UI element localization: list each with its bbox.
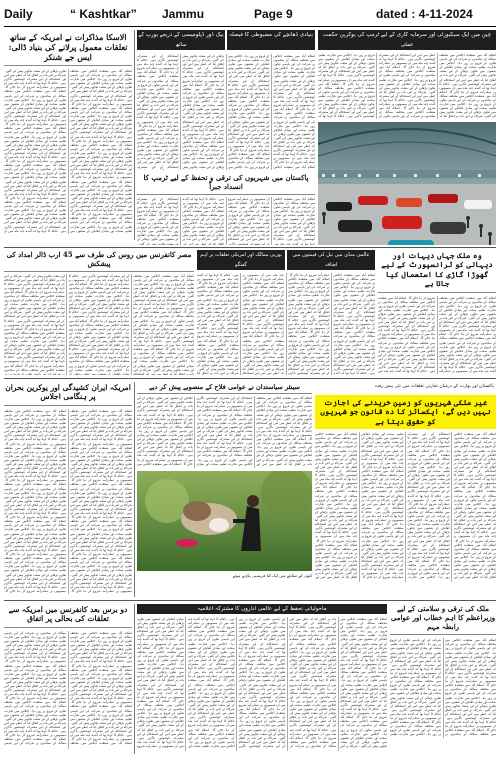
article-row3-right (315, 382, 496, 597)
column-divider (134, 604, 135, 754)
headline-top-bar-1: بیک ڈور ڈپلومیسی کے ذریعے یورپ کے ساتھ (138, 32, 224, 48)
headline-top-bar-2: بنیادی ڈھانچے کی مضبوطی کا فیصلہ (227, 30, 315, 50)
masthead-rule (4, 26, 496, 27)
article-right-mid (378, 250, 496, 375)
headline-bottom-right: ملک کی ترقی و سلامتی کے لیے وزیراعظم کا اہم خطاب اور عوامی رابطہ مہم (390, 604, 496, 635)
article-body: اسلام آباد میں منعقدہ اجلاس میں مختلف ممالک کے نمائندوں نے شرکت کی اور باہمی تعاون کے فروغ پر زور دیا۔ اجلاس میں تجارت، تعلیم، صحت اور بنیادی ڈھانچے کے شعبوں میں تعاون بڑھانے کے لیے متعدد تجاویز پیش کی گئیں۔ شرکاء نے اس بات پر اتفاق کیا کہ خطے میں امن اور استحکام کے لیے مشترکہ کوششیں ناگزیر ہیں۔ حکام کا کہنا تھا کہ آئندہ چند ماہ میں ان منصوبوں پر عملدرآمد شروع کر دیا جائے گا۔ اسلام آباد میں منعقدہ اجلاس میں مختلف ممالک کے نمائندوں نے شرکت کی اور باہمی تعاون کے فروغ پر زور دیا۔ اجلاس میں تجارت، تعلیم، صحت اور بنیادی ڈھانچے کے شعبوں میں تعاون بڑھانے کے لیے متعدد تجاویز پیش کی گئیں۔ شرکاء نے اس بات پر اتفاق کیا کہ خطے میں امن اور استحکام کے لیے مشترکہ کوششیں ناگزیر ہیں۔ حکام کا کہنا تھا کہ آئندہ چند ماہ میں ان منصوبوں پر عملدرآمد شروع کر دیا جائے گا۔ اسلام آباد میں منعقدہ اجلاس کے فروغ پر زور دیا۔ اجلاس میں تجارت، تعلیم، صحت اور بنیادی ڈھانچے کے شعبوں میں تعاون بڑھانے کے لیے متعدد تجاویز پیش کی گئیں۔ شرکاء نے اس بات پر اتفاق کیا کہ خطے میں امن اور استحکام کے لیے مشترکہ کوششیں ناگزیر ہیں۔ حکام کا کہنا تھا کہ آئندہ چند ماہ میں ان منصوبوں پر عملدرآمد شروع کر دیا جائے گا۔ اسلام آباد میں منعقدہ اجلاس میں مختلف ممالک کے نمائندوں نے شرکت کی اور باہمی تعاون کے فروغ پر زور دیا۔ اجلاس میں تجارت، تعلیم، صحت اور بنیادی ڈھانچے کے شعبوں میں تعاون بڑھانے کے لیے متعدد تجاویز پیش کی گئیں۔ شرکاء نے اس بات پر اتفاق کیا کہ خطے میں امن اور استحکام کے لیے مشترکہ کوششیں ناگزیر ہیں۔ حکام کا کہنا تھا کہ آئندہ چند ماہ میں ان منصوبوں پر عملدرآمد شروع کر دیا جائے گا۔ اسلام آباد میں منعقدہ اجلاس میں مختلف ممالک کے نمائندوں نے شرکت کی اور باہمی تعاون کے فروغ پر زور دیا۔ اجلاس میں بڑھانے کے لیے متعدد تجاویز پیش کی گئیں۔ شرکاء نے اس بات پر اتفاق کیا کہ خطے میں امن اور استحکام کے لیے مشترکہ کوششیں ناگزیر ہیں۔ حکام کا کہنا تھا کہ آئندہ چند ماہ میں ان منصوبوں پر عملدرآمد شروع کر دیا جائے گا۔ اسلام آباد میں منعقدہ اجلاس میں مختلف ممالک کے نمائندوں نے شرکت کی اور باہمی تعاون کے فروغ پر زور دیا۔ اجلاس میں تجارت، تعلیم، صحت اور بنیادی ڈھانچے کے شعبوں میں تعاون بڑھانے کے لیے متعدد تجاویز پیش کی گئیں۔ شرکاء نے اس بات پر اتفاق کیا کہ خطے میں امن اور استحکام کے لیے مشترکہ کوششیں ناگزیر ہیں۔ حکام کا کہنا تھا کہ آئندہ چند ماہ میں ان منصوبوں پر عملدرآمد شروع کر دیا جائے گا۔ اسلام آباد میں منعقدہ اجلاس میں مختلف ممالک کے نمائندوں نے شرکت کی اور باہمی تعاون کے فروغ پر زور دیا۔ اجلاس میں تجارت، تعلیم، صحت اور بنیادی ڈھانچے کے شعبوں میں تعاون بڑھانے کے لیے متعدد تجاویز پیش استحکام کے لیے مشترکہ کوششیں ناگزیر ہیں۔ حکام کا کہنا تھا کہ آئندہ چند ماہ میں ان منصوبوں پر عملدرآمد شروع کر دیا جائے گا۔ اسلام آباد میں منعقدہ اجلاس میں مختلف ممالک کے نمائندوں نے شرکت کی اور باہمی تعاون کے فروغ پر زور دیا۔ اجلاس میں تجارت، تعلیم، صحت اور بنیادی ڈھانچے کے شعبوں میں تعاون بڑھانے کے لیے متعدد تجاویز پیش کی گئیں۔ شرکاء نے اس بات پر اتفاق کیا کہ خطے میں امن اور استحکام کے لیے مشترکہ کوششیں ناگزیر ہیں۔ حکام کا کہنا تھا کہ آئندہ چند ماہ میں ان منصوبوں پر عملدرآمد شروع کر دیا جائے گا۔ اسلام آباد میں منعقدہ اجلاس میں مختلف ممالک کے نمائندوں نے شرکت کی اور باہمی تعاون کے فروغ پر زور دیا۔ اجلاس میں تجارت، تعلیم، صحت اور بنیادی ڈھانچے کے شعبوں میں تعاون بڑھانے کے لیے متعدد تجاویز پیش کی گئیں۔ شرکاء نے اس بات پر اتفاق کیا کہ خطے میں امن اور استحکام کے لیے مشترکہ (137, 54, 315, 169)
headline-top-right: چین میں ایک سیکیورٹی اور سرمایہ کاری کے لیے ٹرمپ کی یوکرین حکمت عملی (318, 30, 496, 50)
masthead-paper-name: “ Kashtkar” (70, 7, 137, 21)
article-bottom-left (4, 604, 132, 754)
article-body: اسلام آباد میں منعقدہ اجلاس میں مختلف ممالک کے نمائندوں نے شرکت کی اور باہمی تعاون کے فروغ پر زور دیا۔ اجلاس میں تجارت، تعلیم، صحت اور بنیادی ڈھانچے کے شعبوں میں تعاون بڑھانے کے لیے متعدد تجاویز پیش کی گئیں۔ شرکاء نے اس بات پر اتفاق کیا کہ خطے میں امن اور استحکام کے لیے مشترکہ کوششیں ناگزیر ہیں۔ حکام کا کہنا تھا کہ آئندہ چند ماہ میں ان منصوبوں پر عملدرآمد شروع کر دیا جائے گا۔ اسلام آباد میں منعقدہ اجلاس میں مختلف ممالک کے نمائندوں نے شرکت کی اور باہمی تعاون کے فروغ پر زور دیا۔ اجلاس میں تجارت، تعلیم، صحت اور بنیادی ڈھانچے کے شعبوں میں تعاون بڑھانے کے لیے متعدد تجاویز پیش کی گئیں۔ شرکاء نے اس بات پر اتفاق کیا کہ خطے میں امن اور استحکام کے لیے مشترکہ کوششیں ناگزیر ہیں۔ حکام کا کہنا تھا کہ آئندہ چند ماہ میں ان منصوبوں پر عملدرآمد شروع کر دیا جائے گا۔ اسلام آباد میں منعقدہ اجلاس میں مختلف ممالک کے نمائندوں نے شرکت کی اور باہمی تعاون کے فروغ پر زور دیا۔ اجلاس میں تجارت، تعلیم، صحت اور بنیادی ڈھانچے کے شعبوں میں تعاون بڑھانے کے لیے متعدد تجاویز پیش کی گئیں۔ شرکاء نے اس بات پر اتفاق کیا کہ خطے میں امن اور استحکام کے لیے مشترکہ کوششیں ناگزیر ہیں۔ حکام کا کہنا تھا کہ آئندہ چند ماہ میں ان منصوبوں پر عملدرآمد شروع کر دیا جائے گا۔ اسلام آباد میں منعقدہ اجلاس میں مختلف ممالک کے نمائندوں نے شرکت کی اور باہمی تعاون کے فروغ پر زور دیا۔ اجلاس میں تجارت، تعلیم، صحت اور بنیادی ڈھانچے کے شعبوں میں تعاون بڑھانے کے لیے متعدد تجاویز پیش کی گئیں۔ شرکاء نے اس بات پر اتفاق کیا کہ خطے میں امن اور استحکام کے لیے مشترکہ کوششیں ناگزیر ہیں۔ حکام کا کہنا تھا کہ آئندہ چند ماہ میں ان منصوبوں پر عملدرآمد شروع کر دیا جائے گا۔ اسلام آباد میں منعقدہ اجلاس میں مختلف ممالک کے نمائندوں نے شرکت کی اور باہمی تعاون کے فروغ پر زور دیا۔ اجلاس میں تجارت، تعلیم، صحت اور بنیادی ڈھانچے کے شعبوں میں تعاون بڑھانے کے لیے متعدد تجاویز پیش کی گئیں۔ شرکاء نے اس بات پر اتفاق کیا کہ خطے میں امن اور استحکام کے لیے مشترکہ کوششیں ناگزیر ہیں۔ حکام کا کہنا تھا کہ آئندہ چند ماہ میں ان منصوبوں پر عملدرآمد شروع کر دیا جائے گا۔ اسلام آباد میں منعقدہ اجلاس میں مختلف ممالک کے نمائندوں نے شرکت کی اور باہمی تعاون کے فروغ پر زور دیا۔ اجلاس میں تجارت، تعلیم، صحت اور بنیادی ڈھانچے کے شعبوں میں تعاون بڑھانے کے لیے متعدد تجاویز پیش کی گئیں۔ شرکاء نے اس بات پر اتفاق کیا کہ خطے میں امن اور استحکام کے لیے مشترکہ کوششیں ناگزیر ہیں۔ حکام کا کہنا تھا کہ آئندہ چند ماہ میں ان منصوبوں پر عملدرآمد شروع کر دیا جائے گا۔ اسلام آباد میں منعقدہ اجلاس میں مختلف ممالک کے نمائندوں نے شرکت کی اور باہمی تعاون کے فروغ پر زور دیا۔ اجلاس میں تجارت، تعلیم، صحت اور بنیادی ڈھانچے کے شعبوں میں تعاون بڑھانے کے لیے متعدد تجاویز پیش کی گئیں۔ شرکاء نے اس بات پر اتفاق کیا کہ خطے میں امن اور استحکام کے لیے مشترکہ کوششیں ناگزیر ہیں۔ حکام کا کہنا تھا کہ آئندہ چند ماہ میں ان منصوبوں پر عملدرآمد شروع کر دیا جائے گا۔ اسلام آباد میں منعقدہ اجلاس میں مختلف ممالک کے نمائندوں نے شرکت کی اور باہمی تعاون کے فروغ پر زور دیا۔ اجلاس میں تجارت، تعلیم، صحت اور بنیادی ڈھانچے کے شعبوں میں تعاون بڑھانے کے لیے متعدد تجاویز پیش کی گئیں۔ شرکاء نے اس بات پر اتفاق کیا کہ خطے میں امن اور استحکام کے لیے مشترکہ کوششیں ناگزیر ہیں۔ حکام کا کہنا تھا کہ آئندہ چند ماہ میں ان منصوبوں پر عملدرآمد شروع کر دیا جائے گا۔ اسلام آباد میں منعقدہ اجلاس میں مختلف ممالک کے نمائندوں نے شرکت کی اور باہمی تعاون کے فروغ پر زور دیا۔ اجلاس میں تجارت، تعلیم، صحت اور بنیادی ڈھانچے کے شعبوں میں تعاون بڑھانے کے لیے متعدد تجاویز پیش کی گئیں۔ شرکاء نے اس بات پر اتفاق کیا کہ خطے میں امن اور استحکام کے لیے مشترکہ کوششیں ناگزیر ہیں۔ حکام کا کہنا تھا کہ آئندہ چند ماہ میں ان منصوبوں پر عملدرآمد شروع کر دیا جائے گا۔ اسلام آباد میں منعقدہ اجلاس میں مختلف ممالک کے نمائندوں نے شرکت کی اور باہمی تعاون کے فروغ پر زور دیا۔ اجلاس میں تجارت، تعلیم، صحت اور بنیادی ڈھانچے کے شعبوں میں تعاون بڑھانے کے لیے متعدد تجاویز پیش کی گئیں۔ شرکاء نے اس بات پر اتفاق کیا کہ خطے میں امن اور استحکام کے لیے مشترکہ کوششیں ناگزیر ہیں۔ حکام کا کہنا تھا کہ آئندہ چند ماہ میں ان منصوبوں پر عملدرآمد شروع کر دیا جائے گا۔ (4, 408, 132, 593)
headline-row3-center: سینئر سیاستدان نے عوامی فلاح کے منصوبے پیش کر دیے (137, 382, 312, 394)
article-body: اسلام آباد میں منعقدہ اجلاس میں مختلف ممالک کے نمائندوں نے شرکت کی اور باہمی تعاون کے فروغ پر زور دیا۔ اجلاس میں تجارت، تعلیم، صحت اور بنیادی ڈھانچے کے شعبوں میں تعاون بڑھانے کے لیے متعدد تجاویز پیش کی گئیں۔ شرکاء نے اس بات پر اتفاق کیا کہ خطے میں امن اور استحکام کے لیے مشترکہ کوششیں ناگزیر ہیں۔ حکام کا کہنا تھا کہ آئندہ چند ماہ میں ان منصوبوں پر عملدرآمد شروع کر دیا جائے گا۔ اسلام آباد میں منعقدہ اجلاس میں مختلف ممالک کے نمائندوں نے شرکت کی اور باہمی تعاون کے فروغ پر زور دیا۔ اجلاس میں تجارت، تعلیم، صحت اور بنیادی ڈھانچے کے شعبوں میں تعاون بڑھانے کے لیے متعدد تجاویز پیش کی گئیں۔ شرکاء نے اس بات پر اتفاق کیا کہ خطے میں امن اور استحکام کے لیے مشترکہ کوششیں ناگزیر ہیں۔ حکام کا کہنا تھا کہ آئندہ چند ماہ میں ان منصوبوں پر عملدرآمد شروع کر دیا جائے گا۔ اسلام آباد میں منعقدہ اجلاس میں مختلف ممالک کے نمائندوں نے شرکت کی اور باہمی تعاون کے فروغ پر زور دیا۔ اجلاس میں تجارت، تعلیم، صحت اور بنیادی ڈھانچے کے شعبوں میں تعاون بڑھانے کے لیے متعدد تجاویز پیش کی گئیں۔ شرکاء نے اس بات پر اتفاق کیا کہ خطے میں امن اور استحکام کے لیے مشترکہ کوششیں ناگزیر ہیں۔ حکام کا کہنا تھا کہ آئندہ چند ماہ میں ان منصوبوں پر عملدرآمد شروع کر دیا جائے گا۔ اسلام آباد میں منعقدہ اجلاس میں مختلف ممالک کے نمائندوں نے شرکت کی اور باہمی تعاون کے فروغ پر زور دیا۔ اجلاس میں تجارت، تعلیم، صحت اور بنیادی ڈھانچے کے شعبوں میں تعاون بڑھانے کے لیے متعدد تجاویز پیش کی گئیں۔ شرکاء نے اس بات پر اتفاق کیا کہ خطے میں امن اور استحکام کے لیے مشترکہ کوششیں ناگزیر ہیں۔ حکام کا کہنا تھا کہ آئندہ چند ماہ میں ان منصوبوں پر عملدرآمد شروع کر دیا جائے گا۔ اسلام آباد میں منعقدہ اجلاس میں مختلف ممالک کے نمائندوں نے شرکت کی اور باہمی تعاون کے فروغ پر زور دیا۔ اجلاس میں تجارت، تعلیم، صحت اور بنیادی ڈھانچے کے شعبوں میں تعاون بڑھانے کے لیے متعدد تجاویز پیش کی گئیں۔ شرکاء نے اس بات پر اتفاق کیا کہ خطے میں امن اور استحکام کے لیے مشترکہ کوششیں ناگزیر ہیں۔ حکام کا کہنا تھا کہ آئندہ چند ماہ میں ان منصوبوں پر عملدرآمد شروع کر دیا جائے گا۔ اسلام آباد میں منعقدہ اجلاس میں (137, 396, 312, 466)
caption-dog-photo: کتوں کے مقابلے میں ایک کتا فریسبی پکڑتے ہوئے (232, 573, 312, 579)
article-row3-center (137, 382, 312, 597)
article-body: اسلام آباد میں منعقدہ اجلاس میں مختلف ممالک کے نمائندوں نے شرکت کی اور باہمی تعاون کے فروغ پر زور دیا۔ اجلاس میں تجارت، تعلیم، صحت اور بنیادی ڈھانچے کے شعبوں میں تعاون بڑھانے کے لیے متعدد تجاویز پیش کی گئیں۔ شرکاء نے اس بات پر اتفاق کیا کہ خطے میں امن اور استحکام کے لیے مشترکہ کوششیں ناگزیر ہیں۔ حکام کا کہنا تھا کہ آئندہ چند ماہ میں ان منصوبوں پر عملدرآمد شروع کر دیا جائے گا۔ اسلام آباد میں منعقدہ اجلاس میں مختلف ممالک کے نمائندوں نے شرکت کی اور باہمی تعاون کے فروغ پر زور دیا۔ اجلاس میں تجارت، تعلیم، صحت اور بنیادی ڈھانچے کے شعبوں میں تعاون بڑھانے کے لیے متعدد تجاویز پیش کی گئیں۔ شرکاء نے اس بات پر اتفاق کیا کہ خطے میں امن اور استحکام کے لیے مشترکہ کوششیں ناگزیر ہیں۔ حکام کا کہنا تھا کہ آئندہ چند ماہ میں ان منصوبوں پر عملدرآمد شروع کر دیا جائے گا۔ اسلام آباد میں منعقدہ اجلاس میں مختلف ممالک کے نمائندوں نے شرکت کی اور باہمی تعاون کے فروغ پر زور دیا۔ اجلاس میں تجارت، تعلیم، صحت اور بنیادی ڈھانچے کے شعبوں میں تعاون بڑھانے کے لیے متعدد تجاویز پیش کی گئیں۔ شرکاء نے اس بات پر اتفاق کیا کہ خطے میں امن اور استحکام کے لیے مشترکہ کوششیں ناگزیر ہیں۔ حکام کا کہنا تھا کہ آئندہ چند ماہ میں ان منصوبوں پر عملدرآمد شروع کر دیا جائے گا۔ اسلام آباد میں منعقدہ اجلاس میں مختلف ممالک کے نمائندوں نے شرکت کی اور باہمی تعاون کے فروغ پر زور دیا۔ اجلاس میں تجارت، تعلیم، صحت اور بنیادی ڈھانچے کے شعبوں میں تعاون بڑھانے کے لیے متعدد تجاویز پیش کی گئیں۔ شرکاء نے اس بات پر اتفاق کیا کہ خطے میں امن اور استحکام کے لیے مشترکہ کوششیں ناگزیر ہیں۔ حکام کا کہنا تھا کہ آئندہ چند ماہ میں ان منصوبوں پر عملدرآمد شروع کر دیا جائے گا۔ اسلام آباد میں منعقدہ اجلاس میں مختلف ممالک کے نمائندوں نے شرکت کی اور باہمی تعاون کے فروغ پر زور دیا۔ اجلاس میں تجارت، تعلیم، (390, 638, 496, 737)
article-body: اسلام آباد میں منعقدہ اجلاس میں مختلف ممالک کے نمائندوں نے شرکت کی اور باہمی تعاون کے فروغ پر زور دیا۔ اجلاس میں تجارت، تعلیم، صحت اور بنیادی ڈھانچے کے شعبوں میں تعاون بڑھانے کے لیے متعدد تجاویز پیش کی گئیں۔ شرکاء نے اس بات پر اتفاق کیا کہ خطے میں امن اور استحکام کے لیے مشترکہ کوششیں ناگزیر ہیں۔ حکام کا کہنا تھا کہ آئندہ چند ماہ میں ان منصوبوں پر عملدرآمد شروع کر دیا جائے گا۔ اسلام آباد میں منعقدہ اجلاس میں مختلف ممالک کے نمائندوں نے شرکت کی اور باہمی تعاون کے فروغ پر زور دیا۔ اجلاس میں تجارت، تعلیم، صحت اور بنیادی ڈھانچے کے شعبوں میں تعاون بڑھانے کے لیے متعدد تجاویز پیش کی گئیں۔ شرکاء نے اس بات پر اتفاق کیا کہ خطے میں امن اور استحکام کے لیے مشترکہ کوششیں ناگزیر ہیں۔ حکام کا کہنا تھا کہ آئندہ چند ماہ میں ان منصوبوں پر عملدرآمد شروع کر دیا جائے گا۔ اسلام آباد میں منعقدہ اجلاس میں مختلف ممالک کے نمائندوں نے شرکت کی اور باہمی تعاون کے فروغ پر زور دیا۔ اجلاس میں تجارت، تعلیم، صحت اور بنیادی ڈھانچے کے شعبوں میں تعاون بڑھانے کے لیے متعدد تجاویز پیش کی گئیں۔ شرکاء نے اس بات پر اتفاق کیا کہ خطے میں امن اور استحکام کے لیے مشترکہ کوششیں ناگزیر ہیں۔ حکام کا کہنا تھا کہ آئندہ چند ماہ میں ان منصوبوں پر عملدرآمد شروع کر دیا جائے گا۔ اسلام آباد میں منعقدہ اجلاس میں مختلف ممالک کے نمائندوں نے شرکت کی اور باہمی تعاون کے فروغ پر زور دیا۔ اجلاس میں تجارت، تعلیم، صحت اور بنیادی ڈھانچے کے شعبوں میں تعاون بڑھانے کے لیے متعدد تجاویز پیش کی گئیں۔ شرکاء نے اس بات پر اتفاق کیا کہ خطے میں امن اور استحکام کے لیے مشترکہ کوششیں ناگزیر ہیں۔ حکام کا کہنا تھا کہ آئندہ چند ماہ میں ان منصوبوں پر عملدرآمد شروع کر دیا جائے گا۔ اسلام آباد میں منعقدہ اجلاس میں مختلف ممالک کے نمائندوں نے شرکت کی اور باہمی تعاون کے فروغ پر زور دیا۔ اجلاس میں تجارت، تعلیم، صحت اور بنیادی ڈھانچے کے شعبوں میں تعاون بڑھانے کے لیے متعدد تجاویز پیش کی گئیں۔ شرکاء نے اس بات پر اتفاق کیا کہ خطے میں امن اور استحکام کے لیے مشترکہ کوششیں ناگزیر ہیں۔ حکام کا کہنا تھا کہ (318, 53, 496, 119)
headline-row3-left: امریکہ ایران کشیدگی اور یوکرین بحران پر ہنگامی اجلاس (4, 382, 132, 406)
masthead-daily: Daily (4, 7, 33, 21)
article-row2-left (4, 250, 194, 375)
article-bottom-center (137, 604, 387, 754)
dog-frisbee-photo (137, 471, 312, 571)
headline-row2-bar-b: عالمی منڈی میں تیل کی قیمتوں میں اضافہ (287, 250, 375, 270)
headline-top-left: الاسکا مذاکرات نے امریکہ کے ساتھ تعلقات معمول پرلانے کی بنیاد ڈالی: ایس جے شنکر (4, 30, 132, 66)
article-body: اسلام آباد میں منعقدہ اجلاس میں مختلف ممالک کے نمائندوں نے شرکت کی اور باہمی تعاون کے فروغ پر زور دیا۔ اجلاس میں تجارت، تعلیم، صحت اور بنیادی ڈھانچے کے شعبوں میں تعاون بڑھانے کے لیے متعدد تجاویز پیش کی گئیں۔ شرکاء نے اس بات پر اتفاق کیا کہ خطے میں امن اور استحکام کے لیے مشترکہ کوششیں ناگزیر ہیں۔ حکام کا کہنا تھا کہ آئندہ چند ماہ میں ان منصوبوں پر عملدرآمد شروع کر دیا جائے گا۔ اسلام آباد میں منعقدہ اجلاس میں مختلف ممالک کے نمائندوں نے شرکت کی اور باہمی تعاون کے فروغ پر زور دیا۔ اجلاس میں تجارت، تعلیم، صحت اور بنیادی ڈھانچے کے شعبوں میں تعاون بڑھانے کے لیے متعدد تجاویز پیش کی گئیں۔ شرکاء نے اس بات پر اتفاق کیا کہ خطے میں امن اور استحکام کے لیے مشترکہ کوششیں ناگزیر ہیں۔ حکام کا کہنا تھا کہ آئندہ عملدرآمد شروع کر دیا جائے گا۔ اسلام آباد میں منعقدہ اجلاس میں مختلف ممالک کے نمائندوں نے شرکت کی اور باہمی تعاون کے فروغ پر زور دیا۔ اجلاس میں تجارت، تعلیم، صحت اور بنیادی ڈھانچے کے شعبوں میں تعاون بڑھانے کے لیے متعدد تجاویز پیش کی گئیں۔ شرکاء نے اس بات پر اتفاق کیا کہ خطے میں امن اور استحکام کے لیے مشترکہ کوششیں ناگزیر ہیں۔ حکام کا کہنا تھا کہ آئندہ چند ماہ میں ان منصوبوں پر عملدرآمد شروع کر دیا جائے گا۔ اسلام آباد میں منعقدہ اجلاس میں مختلف ممالک کے نمائندوں نے شرکت کی اور باہمی تعاون کے فروغ پر زور دیا۔ اجلاس میں تجارت، تعلیم، صحت اور بنیادی ڈھانچے کے شعبوں میں تعاون بڑھانے کے لیے متعدد تجاویز پیش کی گئیں۔ شرکاء نے اس بات پر اتفاق کیا کہ خطے میں امن اور استحکام کے لیے مشترکہ کوششیں ناگزیر چند ماہ میں ان منصوبوں پر عملدرآمد شروع کر دیا جائے گا۔ اسلام آباد میں منعقدہ اجلاس میں مختلف ممالک کے نمائندوں نے شرکت کی اور باہمی تعاون کے فروغ پر زور دیا۔ اجلاس میں تجارت، تعلیم، صحت اور بنیادی ڈھانچے کے شعبوں میں تعاون بڑھانے کے لیے متعدد تجاویز پیش کی گئیں۔ شرکاء نے اس بات پر اتفاق کیا کہ خطے میں امن اور استحکام کے لیے مشترکہ کوششیں ناگزیر ہیں۔ حکام کا کہنا تھا کہ آئندہ چند ماہ میں ان منصوبوں پر عملدرآمد شروع کر دیا جائے گا۔ اسلام آباد میں منعقدہ اجلاس میں مختلف ممالک کے نمائندوں نے شرکت کی اور باہمی تعاون کے فروغ پر زور دیا۔ اجلاس میں تجارت، تعلیم، صحت اور بنیادی ڈھانچے کے شعبوں میں تعاون بڑھانے کے لیے متعدد تجاویز پیش کی گئیں۔ شرکاء نے اس بات پر اتفاق کیا کہ خطے میں امن اور استحکام ہیں۔ حکام کا کہنا تھا کہ آئندہ چند ماہ میں ان منصوبوں پر عملدرآمد شروع کر دیا جائے گا۔ اسلام آباد میں منعقدہ اجلاس میں مختلف ممالک کے نمائندوں نے شرکت کی اور باہمی تعاون کے فروغ پر زور دیا۔ اجلاس میں تجارت، تعلیم، صحت اور بنیادی ڈھانچے کے شعبوں میں تعاون بڑھانے کے لیے متعدد تجاویز پیش کی گئیں۔ شرکاء نے اس بات پر اتفاق کیا کہ خطے میں امن اور استحکام کے لیے مشترکہ کوششیں ناگزیر ہیں۔ حکام کا کہنا تھا کہ آئندہ چند ماہ میں ان منصوبوں پر عملدرآمد شروع کر دیا جائے گا۔ اسلام آباد میں منعقدہ اجلاس میں مختلف ممالک کے نمائندوں نے شرکت کی اور باہمی تعاون کے فروغ پر زور دیا۔ اجلاس میں تجارت، تعلیم، صحت اور بنیادی ڈھانچے کے شعبوں میں تعاون بڑھانے کے لیے متعدد تجاویز پیش کی گئیں۔ شرکاء نے اس بات پر اتفاق کیا (197, 273, 375, 375)
article-top-left (4, 30, 132, 240)
car-expo-photo (318, 122, 496, 245)
headline-center-mid: پاکستان میں شہریوں کی ترقی و تحفظ کے لیے ٹرمپ کا انسداد جبراً (137, 173, 315, 195)
headline-row2-left: مصر کانفرنس میں روس کی طرف سے 45 ارب ڈالر امداد کی پیشکش (4, 250, 194, 272)
article-body: اسلام آباد میں منعقدہ اجلاس میں مختلف ممالک کے نمائندوں نے شرکت کی اور باہمی تعاون کے فروغ پر زور دیا۔ اجلاس میں تجارت، تعلیم، صحت اور بنیادی ڈھانچے کے شعبوں میں تعاون بڑھانے کے لیے متعدد تجاویز پیش کی گئیں۔ شرکاء نے اس بات پر اتفاق کیا کہ خطے میں امن اور استحکام کے لیے مشترکہ کوششیں ناگزیر ہیں۔ حکام کا کہنا تھا کہ آئندہ چند ماہ میں ان منصوبوں پر عملدرآمد شروع کر دیا جائے گا۔ اسلام آباد میں منعقدہ اجلاس میں مختلف ممالک کے نمائندوں نے شرکت کی اور باہمی تعاون کے فروغ پر زور دیا۔ اجلاس میں تجارت، تعلیم، صحت اور بنیادی ڈھانچے کے شعبوں میں تعاون بڑھانے کے لیے متعدد تجاویز پیش کی گئیں۔ شرکاء نے اس بات پر اتفاق کیا کہ خطے میں امن اور استحکام کے لیے مشترکہ کوششیں ناگزیر ہیں۔ حکام کا کہنا تھا کہ آئندہ چند ماہ میں ان منصوبوں پر عملدرآمد شروع کر دیا جائے گا۔ اسلام آباد میں منعقدہ اجلاس میں مختلف ممالک کے نمائندوں نے شرکت کی اور باہمی تعاون کے فروغ پر زور دیا۔ اجلاس میں تجارت، تعلیم، صحت اور بنیادی ڈھانچے کے شعبوں میں تعاون بڑھانے کے لیے متعدد تجاویز پیش کی گئیں۔ شرکاء نے اس بات پر اتفاق کیا کہ خطے میں امن اور استحکام کے لیے مشترکہ کوششیں ناگزیر ہیں۔ حکام کا کہنا تھا کہ آئندہ چند ماہ میں ان منصوبوں پر عملدرآمد شروع کر دیا جائے گا۔ اسلام آباد میں منعقدہ اجلاس میں مختلف ممالک کے نمائندوں نے شرکت کی اور باہمی تعاون کے فروغ پر زور دیا۔ اجلاس میں تجارت، تعلیم، صحت اور بنیادی ڈھانچے کے شعبوں میں تعاون بڑھانے کے لیے متعدد تجاویز پیش کی گئیں۔ شرکاء نے اس بات پر اتفاق کیا کہ خطے میں امن اور استحکام کے لیے مشترکہ کوششیں ناگزیر ہیں۔ حکام کا کہنا تھا کہ آئندہ چند ماہ میں ان منصوبوں پر عملدرآمد شروع کر دیا جائے گا۔ اسلام آباد میں منعقدہ اجلاس میں مختلف ممالک کے نمائندوں نے شرکت کی اور باہمی تعاون کے فروغ پر زور دیا۔ اجلاس میں تجارت، تعلیم، صحت اور بنیادی ڈھانچے کے شعبوں میں تعاون بڑھانے کے لیے متعدد تجاویز پیش کی گئیں۔ شرکاء نے اس بات پر اتفاق کیا کہ خطے میں امن اور استحکام کے لیے مشترکہ کوششیں ناگزیر ہیں۔ حکام کا کہنا تھا کہ آئندہ چند ماہ میں ان منصوبوں پر عملدرآمد شروع کر دیا جائے گا۔ اسلام آباد میں منعقدہ اجلاس میں مختلف ممالک کے نمائندوں نے شرکت کی اور باہمی تعاون کے فروغ پر زور دیا۔ اجلاس میں تجارت، تعلیم، صحت اور بنیادی ڈھانچے کے شعبوں میں تعاون بڑھانے کے لیے متعدد تجاویز پیش کی گئیں۔ شرکاء نے اس بات پر اتفاق کیا کہ خطے میں امن اور استحکام کے لیے مشترکہ کوششیں ناگزیر ہیں۔ حکام کا کہنا تھا کہ آئندہ چند ماہ میں ان منصوبوں پر عملدرآمد شروع کر دیا جائے گا۔ اسلام آباد میں منعقدہ اجلاس میں مختلف ممالک کے نمائندوں نے شرکت کی اور باہمی (4, 630, 132, 746)
masthead-date: dated : 4-11-2024 (376, 7, 473, 21)
column-divider (134, 382, 135, 597)
article-bottom-right (390, 604, 496, 754)
article-body: اسلام آباد میں منعقدہ اجلاس میں مختلف ممالک کے نمائندوں نے شرکت کی اور باہمی تعاون کے فروغ پر زور دیا۔ اجلاس میں تجارت، تعلیم، صحت اور بنیادی ڈھانچے کے شعبوں میں تعاون بڑھانے کے لیے متعدد تجاویز پیش کی گئیں۔ شرکاء نے اس بات پر اتفاق کیا کہ خطے میں امن اور استحکام کے لیے مشترکہ کوششیں ناگزیر ہیں۔ حکام کا کہنا تھا کہ آئندہ چند ماہ میں ان منصوبوں پر عملدرآمد شروع کر دیا جائے گا۔ اسلام آباد میں منعقدہ اجلاس میں مختلف ممالک کے نمائندوں نے شرکت کی اور باہمی تعاون کے فروغ پر زور دیا۔ اجلاس میں تجارت، تعلیم، صحت اور بنیادی ڈھانچے کے شعبوں میں تعاون بڑھانے کے لیے متعدد تجاویز پیش کی گئیں۔ شرکاء نے اس بات پر اتفاق کیا کہ خطے میں امن اور استحکام کے لیے مشترکہ کوششیں ناگزیر ہیں۔ حکام کا کہنا تھا کہ آئندہ چند ماہ میں ان منصوبوں پر عملدرآمد شروع کر دیا جائے گا۔ اسلام آباد میں منعقدہ اجلاس میں مختلف ممالک کے نمائندوں نے شرکت کی اور باہمی تعاون کے فروغ پر زور دیا۔ اجلاس میں تجارت، تعلیم، صحت اور بنیادی ڈھانچے کے شعبوں میں تعاون بڑھانے کے لیے متعدد تجاویز پیش کی گئیں۔ شرکاء نے اس بات پر اتفاق کیا کہ خطے میں امن اور استحکام کے لیے مشترکہ کوششیں ناگزیر ہیں۔ حکام کا کہنا تھا کہ آئندہ چند ماہ میں ان منصوبوں پر عملدرآمد شروع کر دیا جائے گا۔ اسلام آباد میں منعقدہ اجلاس میں مختلف ممالک کے نمائندوں نے شرکت کی اور باہمی تعاون کے فروغ پر زور دیا۔ اجلاس میں تجارت، تعلیم، صحت اور بنیادی ڈھانچے کے شعبوں میں تعاون بڑھانے کے لیے متعدد تجاویز پیش کی گئیں۔ شرکاء نے اس بات پر اتفاق کیا کہ خطے میں امن اور استحکام کے لیے مشترکہ کوششیں ناگزیر ہیں۔ حکام کا کہنا تھا کہ آئندہ چند ماہ میں ان منصوبوں پر عملدرآمد شروع کر دیا جائے گا۔ اسلام آباد میں منعقدہ اجلاس میں مختلف ممالک کے نمائندوں نے شرکت کی اور باہمی تعاون کے فروغ پر زور دیا۔ اجلاس میں تجارت، تعلیم، صحت اور بنیادی ڈھانچے کے شعبوں میں تعاون بڑھانے کے لیے متعدد تجاویز پیش کی گئیں۔ شرکاء نے اس بات پر اتفاق کیا کہ خطے میں امن اور استحکام کے لیے مشترکہ کوششیں ناگزیر ہیں۔ حکام کا کہنا تھا کہ آئندہ چند ماہ میں ان منصوبوں پر عملدرآمد شروع کر دیا جائے گا۔ اسلام آباد میں منعقدہ اجلاس میں مختلف ممالک کے نمائندوں نے شرکت کی اور باہمی تعاون کے فروغ پر زور دیا۔ اجلاس میں تجارت، تعلیم، صحت اور بنیادی ڈھانچے کے شعبوں میں تعاون بڑھانے کے لیے متعدد تجاویز پیش کی گئیں۔ شرکاء نے اس بات پر اتفاق کیا کہ خطے میں امن اور استحکام کے لیے مشترکہ کوششیں ناگزیر ہیں۔ حکام کا کہنا تھا کہ آئندہ چند ماہ میں ان منصوبوں پر عملدرآمد شروع کر دیا جائے گا۔ اسلام آباد میں منعقدہ اجلاس میں مختلف ممالک کے نمائندوں نے شرکت کی اور باہمی تعاون کے فروغ پر زور دیا۔ اجلاس میں تجارت، تعلیم، صحت اور بنیادی ڈھانچے کے شعبوں میں تعاون بڑھانے کے لیے متعدد تجاویز پیش کی گئیں۔ شرکاء نے اس بات پر اتفاق کیا کہ خطے میں امن اور استحکام کے لیے مشترکہ کوششیں ناگزیر ہیں۔ حکام کا کہنا تھا کہ آئندہ چند ماہ میں ان منصوبوں پر عملدرآمد شروع کر دیا جائے گا۔ اسلام آباد میں منعقدہ اجلاس میں مختلف ممالک کے نمائندوں نے شرکت کی اور باہمی تعاون کے فروغ پر زور دیا۔ اجلاس میں تجارت، تعلیم، صحت اور بنیادی ڈھانچے کے شعبوں میں تعاون بڑھانے کے لیے متعدد تجاویز پیش کی گئیں۔ شرکاء نے اس بات پر اتفاق کیا کہ خطے میں امن اور استحکام کے لیے مشترکہ کوششیں ناگزیر ہیں۔ حکام کا کہنا تھا کہ آئندہ چند ماہ میں ان منصوبوں پر عملدرآمد شروع کر دیا جائے گا۔ اسلام آباد میں منعقدہ اجلاس میں مختلف ممالک کے نمائندوں نے شرکت کی اور باہمی تعاون کے فروغ پر زور دیا۔ اجلاس میں تجارت، تعلیم، صحت اور بنیادی ڈھانچے کے شعبوں میں تعاون بڑھانے کے لیے متعدد تجاویز پیش کی گئیں۔ شرکاء نے اس بات پر اتفاق کیا کہ خطے میں امن اور استحکام کے لیے مشترکہ کوششیں ناگزیر ہیں۔ حکام کا کہنا تھا کہ آئندہ چند ماہ میں ان منصوبوں پر عملدرآمد شروع کر دیا جائے گا۔ اسلام آباد میں منعقدہ اجلاس میں مختلف ممالک کے نمائندوں نے شرکت کی اور باہمی تعاون کے فروغ پر زور دیا۔ اجلاس میں تجارت، تعلیم، صحت اور بنیادی ڈھانچے کے شعبوں میں تعاون بڑھانے کے لیے متعدد تجاویز پیش کی گئیں۔ شرکاء نے اس بات پر اتفاق کیا کہ خطے میں امن اور استحکام کے لیے مشترکہ کوششیں ناگزیر ہیں۔ حکام کا کہنا تھا کہ آئندہ چند ماہ میں ان منصوبوں پر عملدرآمد شروع کر دیا جائے گا۔ اسلام آباد میں منعقدہ اجلاس میں مختلف ممالک کے نمائندوں نے شرکت کی اور باہمی تعاون کے فروغ پر زور دیا۔ اجلاس میں تجارت، تعلیم، صحت اور بنیادی ڈھانچے کے شعبوں میں تعاون بڑھانے کے لیے متعدد تجاویز پیش کی گئیں۔ شرکاء نے اس بات پر اتفاق کیا کہ خطے میں امن اور (315, 432, 496, 580)
box-intro-text: پاکستان اور بھارت کے درمیان تجارتی تعلقات میں نئی پیش رفت (374, 384, 494, 389)
headline-bottom-left: دو برس بعد کانفرنس میں امریکہ سے تعلقات کی بحالی پر اتفاق (4, 604, 132, 628)
masthead (4, 4, 496, 24)
article-row3-left (4, 382, 132, 597)
article-body: اسلام آباد میں منعقدہ اجلاس میں مختلف ممالک کے نمائندوں نے شرکت کی اور باہمی تعاون کے فروغ پر زور دیا۔ اجلاس میں تجارت، تعلیم، صحت اور بنیادی ڈھانچے کے شعبوں میں تعاون بڑھانے کے لیے متعدد تجاویز پیش کی گئیں۔ شرکاء نے اس بات پر اتفاق کیا کہ خطے میں امن اور استحکام کے لیے مشترکہ کوششیں ناگزیر ہیں۔ حکام کا کہنا تھا کہ آئندہ چند ماہ میں ان منصوبوں پر عملدرآمد شروع کر دیا جائے گا۔ اسلام آباد میں منعقدہ اجلاس میں مختلف ممالک کے نمائندوں نے شرکت کی اور باہمی تعاون کے فروغ پر زور دیا۔ اجلاس میں تجارت، تعلیم، صحت اور بنیادی ڈھانچے کے شعبوں میں تعاون بڑھانے کے لیے متعدد تجاویز پیش کی گئیں۔ شرکاء نے اس بات پر اتفاق کیا کہ خطے میں امن اور استحکام کے لیے مشترکہ کوششیں ناگزیر ہیں۔ حکام کا کہنا تھا کہ آئندہ چند ماہ میں ان منصوبوں پر عملدرآمد شروع کر دیا جائے گا۔ اسلام آباد میں منعقدہ اجلاس میں مختلف ممالک کے نمائندوں نے شرکت کی اور باہمی تعاون کے فروغ پر زور دیا۔ اجلاس میں تجارت، تعلیم، صحت اور بنیادی ڈھانچے کے شعبوں میں تعاون بڑھانے کے لیے متعدد تجاویز پیش کی گئیں۔ شرکاء نے اس بات پر اتفاق کیا کہ خطے میں امن اور استحکام کے لیے مشترکہ کوششیں ناگزیر ہیں۔ حکام کا کہنا تھا کہ آئندہ چند ماہ میں ان منصوبوں پر عملدرآمد شروع کر دیا جائے گا۔ اسلام آباد میں منعقدہ اجلاس میں مختلف ممالک کے نمائندوں نے شرکت کی اور باہمی تعاون کے فروغ پر زور دیا۔ اجلاس میں تجارت، تعلیم، صحت اور بنیادی ڈھانچے کے شعبوں میں تعاون بڑھانے کے لیے متعدد تجاویز پیش کی گئیں۔ شرکاء نے اس بات پر اتفاق کیا کہ خطے میں امن اور استحکام کے لیے مشترکہ کوششیں ناگزیر ہیں۔ حکام کا کہنا تھا کہ آئندہ چند ماہ میں ان منصوبوں پر عملدرآمد شروع کر دیا جائے گا۔ اسلام آباد میں منعقدہ اجلاس میں مختلف ممالک کے نمائندوں نے شرکت کی اور باہمی تعاون کے فروغ پر زور دیا۔ اجلاس میں تجارت، تعلیم، صحت اور بنیادی ڈھانچے کے شعبوں میں تعاون بڑھانے کے لیے متعدد تجاویز پیش کی گئیں۔ شرکاء نے اس بات پر اتفاق کیا کہ خطے میں امن اور استحکام کے لیے مشترکہ کوششیں ناگزیر ہیں۔ حکام کا کہنا تھا کہ آئندہ چند ماہ میں ان منصوبوں پر عملدرآمد شروع کر دیا جائے گا۔ اسلام آباد میں منعقدہ اجلاس میں مختلف ممالک کے نمائندوں نے شرکت کی اور باہمی تعاون کے فروغ پر زور دیا۔ اجلاس میں تجارت، تعلیم، صحت اور بنیادی ڈھانچے کے شعبوں میں تعاون بڑھانے کے لیے متعدد تجاویز پیش کی گئیں۔ شرکاء نے اس بات پر اتفاق کیا کہ خطے میں امن اور استحکام کے لیے مشترکہ کوششیں ناگزیر ہیں۔ حکام کا کہنا تھا کہ آئندہ چند ماہ میں ان منصوبوں پر عملدرآمد شروع کر دیا جائے گا۔ اسلام آباد میں منعقدہ اجلاس میں مختلف ممالک کے نمائندوں نے شرکت کی اور باہمی تعاون کے فروغ پر زور دیا۔ اجلاس میں تجارت، تعلیم، صحت اور بنیادی ڈھانچے کے شعبوں میں تعاون بڑھانے کے لیے متعدد تجاویز پیش کی گئیں۔ شرکاء نے اس بات پر اتفاق کیا کہ خطے میں امن اور استحکام کے لیے مشترکہ کوششیں ناگزیر ہیں۔ حکام کا کہنا تھا کہ آئندہ چند ماہ میں ان منصوبوں پر عملدرآمد شروع کر دیا جائے گا۔ اسلام آباد میں منعقدہ اجلاس میں مختلف ممالک کے نمائندوں نے شرکت کی اور باہمی تعاون کے فروغ پر زور دیا۔ اجلاس میں تجارت، تعلیم، صحت اور بنیادی ڈھانچے کے شعبوں میں تعاون بڑھانے کے لیے متعدد تجاویز پیش کی گئیں۔ شرکاء نے اس بات پر اتفاق کیا کہ خطے میں امن اور استحکام کے لیے مشترکہ کوششیں ناگزیر ہیں۔ حکام کا کہنا تھا کہ آئندہ چند ماہ میں ان منصوبوں پر عملدرآمد شروع کر دیا جائے گا۔ اسلام آباد میں منعقدہ اجلاس میں مختلف ممالک کے نمائندوں نے شرکت کی اور باہمی تعاون کے فروغ پر زور (4, 273, 194, 375)
article-body: اسلام آباد میں منعقدہ اجلاس میں مختلف ممالک کے نمائندوں نے شرکت کی اور باہمی تعاون کے فروغ پر زور دیا۔ اجلاس میں تجارت، تعلیم، صحت اور بنیادی ڈھانچے کے شعبوں میں تعاون بڑھانے کے لیے متعدد تجاویز پیش کی گئیں۔ شرکاء نے اس بات پر اتفاق کیا کہ خطے میں امن اور استحکام کے لیے مشترکہ کوششیں ناگزیر ہیں۔ حکام کا کہنا تھا کہ آئندہ چند ماہ میں ان منصوبوں پر عملدرآمد شروع کر دیا جائے گا۔ اسلام آباد میں منعقدہ اجلاس میں مختلف ممالک کے نمائندوں نے شرکت کی اور باہمی تعاون کے فروغ پر زور دیا۔ اجلاس میں تجارت، تعلیم، صحت اور بنیادی ڈھانچے کے شعبوں میں تعاون بڑھانے کے لیے متعدد تجاویز پیش کی گئیں۔ شرکاء نے اس بات پر اتفاق کیا کہ خطے میں امن اور استحکام کے لیے مشترکہ کوششیں ناگزیر ہیں۔ حکام کا کہنا تھا کہ آئندہ چند ماہ میں ان منصوبوں پر عملدرآمد شروع کر دیا جائے گا۔ اسلام آباد میں منعقدہ اجلاس میں مختلف ممالک کے نمائندوں نے شرکت کی اور باہمی تعاون کے فروغ پر زور دیا۔ اجلاس میں تجارت، تعلیم، صحت اور بنیادی ڈھانچے کے شعبوں میں تعاون بڑھانے کے لیے متعدد تجاویز پیش کی گئیں۔ شرکاء نے اس بات پر اتفاق کیا کہ خطے میں امن اور استحکام کے لیے مشترکہ کوششیں ناگزیر ہیں۔ حکام کا کہنا تھا کہ آئندہ چند ماہ میں ان منصوبوں پر عملدرآمد شروع کر دیا جائے گا۔ اسلام آباد میں منعقدہ اجلاس میں مختلف ممالک کے نمائندوں نے شرکت کی اور باہمی تعاون کے فروغ پر زور دیا۔ اجلاس میں تجارت، تعلیم، صحت اور بنیادی ڈھانچے کے شعبوں میں تعاون بڑھانے کے لیے متعدد تجاویز پیش کی گئیں۔ (137, 196, 315, 245)
article-top-right (318, 30, 496, 245)
section-divider (4, 378, 496, 379)
article-center-mid (137, 173, 315, 245)
highlight-headline: غیر ملکی شہریوں کو زمین خریدنے کی اجازت نہیں دیں گے، ایکسائز کا دہ قانون جو شہریوں کو حقوق دیتا ہے (315, 395, 496, 429)
headline-row2-bar-a: یورپی ممالک اور امریکی تعلقات پر اہم گفتگو (197, 250, 285, 270)
section-divider (4, 247, 496, 248)
article-top-center (137, 30, 315, 170)
masthead-page-number: Page 9 (254, 7, 293, 21)
column-divider (134, 30, 135, 240)
section-divider (4, 600, 496, 601)
headline-bottom-bar: ماحولیاتی تحفظ کے لیے عالمی اداروں کا مشترکہ اعلامیہ (137, 604, 387, 614)
article-row2-center (197, 250, 375, 375)
article-body: اسلام آباد میں منعقدہ اجلاس میں مختلف ممالک کے نمائندوں نے شرکت کی اور باہمی تعاون کے فروغ پر زور دیا۔ اجلاس میں تجارت، تعلیم، صحت اور بنیادی ڈھانچے کے شعبوں میں تعاون بڑھانے کے لیے متعدد تجاویز پیش کی گئیں۔ شرکاء نے اس بات پر اتفاق کیا کہ خطے میں امن اور استحکام کے لیے مشترکہ کوششیں ناگزیر ہیں۔ حکام کا کہنا تھا کہ آئندہ چند ماہ میں ان منصوبوں پر عملدرآمد شروع کر دیا جائے گا۔ اسلام آباد میں منعقدہ اجلاس میں مختلف ممالک کے نمائندوں نے شرکت کی اور باہمی تعاون کے فروغ پر زور دیا۔ اجلاس میں تجارت، تعلیم، صحت اور بنیادی ڈھانچے کے شعبوں میں تعاون بڑھانے کے لیے متعدد تجاویز پیش کی گئیں۔ شرکاء نے اس بات پر اتفاق کیا کہ خطے میں امن اور استحکام کے لیے مشترکہ کوششیں ناگزیر ہیں۔ حکام کا کہنا تھا کہ آئندہ چند ماہ میں ان منصوبوں پر عملدرآمد شروع کر دیا جائے گا۔ اسلام آباد میں منعقدہ اجلاس میں مختلف ممالک کے نمائندوں نے شرکت کی اور باہمی تعاون کے فروغ پر زور دیا۔ اجلاس میں تجارت، تعلیم، صحت اور بنیادی ڈھانچے کے شعبوں میں تعاون بڑھانے کے لیے متعدد تجاویز پیش کی گئیں۔ شرکاء نے اس بات پر اتفاق کیا کہ خطے میں امن اور استحکام کے لیے مشترکہ کوششیں ناگزیر ہیں۔ حکام کا کہنا تھا کہ آئندہ چند ماہ میں ان منصوبوں پر عملدرآمد شروع کر دیا جائے گا۔ اسلام آباد میں منعقدہ اجلاس میں مختلف ممالک کے نمائندوں نے شرکت کی اور باہمی تعاون کے فروغ پر زور دیا۔ اجلاس میں تجارت، تعلیم، صحت اور بنیادی ڈھانچے کے شعبوں میں تعاون بڑھانے کے لیے متعدد تجاویز پیش کی گئیں۔ شرکاء نے اس بات پر اتفاق کیا کہ خطے میں امن اور استحکام کے لیے مشترکہ کوششیں ناگزیر ہیں۔ حکام کا کہنا تھا کہ آئندہ چند ماہ میں ان منصوبوں پر عملدرآمد شروع کر دیا جائے گا۔ اسلام آباد میں منعقدہ اجلاس میں مختلف ممالک کے نمائندوں نے شرکت کی اور باہمی تعاون کے فروغ پر زور دیا۔ اجلاس میں تجارت، تعلیم، صحت اور بنیادی ڈھانچے کے شعبوں میں تعاون بڑھانے کے لیے متعدد تجاویز پیش کی گئیں۔ شرکاء نے اس بات پر اتفاق کیا کہ خطے میں امن اور استحکام کے لیے مشترکہ کوششیں ناگزیر ہیں۔ حکام کا کہنا تھا کہ آئندہ چند ماہ میں ان منصوبوں پر عملدرآمد شروع کر دیا جائے گا۔ اسلام آباد میں منعقدہ اجلاس میں مختلف ممالک کے نمائندوں نے شرکت کی اور باہمی تعاون کے فروغ پر زور دیا۔ اجلاس میں تجارت، تعلیم، صحت اور بنیادی ڈھانچے کے شعبوں میں تعاون بڑھانے کے لیے متعدد تجاویز پیش کی گئیں۔ شرکاء نے اس بات پر اتفاق کیا کہ خطے میں امن اور استحکام کے لیے مشترکہ کوششیں ناگزیر ہیں۔ حکام کا کہنا تھا کہ آئندہ چند ماہ میں ان منصوبوں پر عملدرآمد شروع کر دیا جائے گا۔ اسلام آباد میں منعقدہ اجلاس میں مختلف ممالک کے نمائندوں نے شرکت کی اور باہمی تعاون کے فروغ پر زور دیا۔ اجلاس میں تجارت، تعلیم، صحت اور بنیادی ڈھانچے کے شعبوں میں تعاون بڑھانے کے لیے متعدد تجاویز پیش کی گئیں۔ شرکاء نے اس بات پر اتفاق کیا کہ خطے میں امن اور استحکام کے لیے مشترکہ کوششیں ناگزیر ہیں۔ حکام کا کہنا تھا کہ آئندہ چند ماہ میں ان منصوبوں پر عملدرآمد شروع کر دیا جائے گا۔ اسلام آباد میں منعقدہ اجلاس میں مختلف ممالک کے نمائندوں نے شرکت کی اور باہمی تعاون کے فروغ پر زور دیا۔ اجلاس میں تجارت، تعلیم، صحت اور بنیادی ڈھانچے کے شعبوں میں تعاون بڑھانے کے لیے متعدد تجاویز پیش کی گئیں۔ شرکاء نے اس بات پر اتفاق کیا کہ خطے میں امن اور استحکام کے لیے مشترکہ کوششیں ناگزیر ہیں۔ حکام کا کہنا تھا کہ آئندہ چند ماہ میں ان منصوبوں پر عملدرآمد شروع کر دیا جائے گا۔ اسلام آباد میں منعقدہ اجلاس میں مختلف ممالک کے نمائندوں نے شرکت کی اور باہمی تعاون کے فروغ پر زور دیا۔ اجلاس میں تجارت، تعلیم، صحت اور بنیادی ڈھانچے کے شعبوں میں تعاون بڑھانے کے لیے متعدد تجاویز پیش کی گئیں۔ شرکاء نے اس بات پر اتفاق کیا کہ خطے میں امن اور استحکام کے لیے مشترکہ کوششیں ناگزیر ہیں۔ حکام کا کہنا تھا کہ آئندہ چند ماہ میں ان (4, 69, 132, 233)
article-body: اسلام آباد میں منعقدہ اجلاس میں مختلف ممالک کے نمائندوں نے شرکت کی اور باہمی تعاون کے فروغ پر زور دیا۔ اجلاس میں تجارت، تعلیم، صحت اور بنیادی ڈھانچے کے شعبوں میں تعاون بڑھانے کے لیے متعدد تجاویز پیش کی گئیں۔ شرکاء نے اس بات پر اتفاق کیا کہ خطے میں امن اور استحکام کے لیے مشترکہ کوششیں ناگزیر ہیں۔ حکام کا کہنا تھا کہ آئندہ چند ماہ میں ان منصوبوں پر عملدرآمد شروع کر دیا جائے گا۔ اسلام آباد میں منعقدہ اجلاس میں مختلف ممالک کے نمائندوں نے شرکت کی اور باہمی تعاون کے فروغ پر زور دیا۔ اجلاس میں تجارت، تعلیم، صحت اور بنیادی ڈھانچے کے شعبوں میں تعاون بڑھانے کے لیے متعدد تجاویز پیش کی گئیں۔ شرکاء نے اس بات پر اتفاق کیا کہ خطے میں امن اور استحکام کے لیے مشترکہ کوششیں ناگزیر ہیں۔ حکام کا کہنا تھا کہ آئندہ چند ماہ میں ان منصوبوں پر عملدرآمد شروع کر دیا جائے گا۔ اسلام آباد میں منعقدہ اجلاس میں مختلف ممالک کے نمائندوں نے شرکت کی اور باہمی تعاون کے فروغ پر زور دیا۔ اجلاس میں تجارت، تعلیم، صحت اور بنیادی ڈھانچے کے شعبوں میں تعاون بڑھانے کے لیے متعدد تجاویز پیش کی گئیں۔ شرکاء نے اس بات پر اتفاق کیا کہ خطے میں امن اور استحکام کے لیے مشترکہ کوششیں ناگزیر ہیں۔ حکام کا کہنا تھا کہ آئندہ چند ماہ میں ان منصوبوں پر عملدرآمد شروع کر دیا جائے گا۔ اسلام آباد میں منعقدہ اجلاس میں مختلف ممالک کے نمائندوں نے شرکت کی اور باہمی تعاون کے فروغ پر زور دیا۔ اجلاس میں تجارت، تعلیم، صحت اور بنیادی ڈھانچے کے شعبوں میں تعاون بڑھانے کے لیے متعدد تجاویز پیش کی گئیں۔ شرکاء نے اس بات پر اتفاق کیا کہ خطے میں امن اور استحکام کے لیے مشترکہ کوششیں ناگزیر ہیں۔ حکام کا کہنا تھا کہ آئندہ چند ماہ میں (378, 295, 496, 374)
masthead-city: Jammu (162, 7, 205, 21)
headline-right-mid: وہ ملک جہاں دیہات اور دیہاتی کو ٹرانسپورٹ کے لیے گھوڑا گاڑی کا استعمال کیا جاتا ہے (378, 250, 496, 293)
article-body: اسلام آباد میں منعقدہ اجلاس میں مختلف ممالک کے نمائندوں نے شرکت کی اور باہمی تعاون کے فروغ پر زور دیا۔ اجلاس میں تجارت، تعلیم، صحت اور بنیادی ڈھانچے کے شعبوں میں تعاون بڑھانے کے لیے متعدد تجاویز پیش کی گئیں۔ شرکاء نے اس بات پر اتفاق کیا کہ خطے میں امن اور استحکام کے لیے مشترکہ کوششیں ناگزیر ہیں۔ حکام کا کہنا تھا کہ آئندہ چند ماہ میں ان منصوبوں پر عملدرآمد شروع کر دیا جائے گا۔ اسلام آباد میں منعقدہ اجلاس میں مختلف ممالک کے نمائندوں نے شرکت کی اور باہمی تعاون کے فروغ پر زور دیا۔ اجلاس میں تجارت، تعلیم، صحت اور بنیادی ڈھانچے کے شعبوں میں تعاون بڑھانے کے لیے متعدد تجاویز پیش کی گئیں۔ شرکاء نے اس بات پر اتفاق کیا کہ خطے میں امن اور استحکام کے لیے مشترکہ کوششیں ناگزیر ہیں۔ حکام کا کہنا تھا کہ آئندہ چند ماہ میں ان منصوبوں پر عملدرآمد شروع کر دیا جائے گا۔ اسلام آباد میں منعقدہ اجلاس میں مختلف ممالک کے نمائندوں نے شرکت کی اور باہمی تعاون کے فروغ پر زور دیا۔ اجلاس میں تجارت، تعلیم، صحت اور بنیادی ڈھانچے کے شعبوں میں تعاون بڑھانے کے لیے متعدد تجاویز پیش کی گئیں۔ شرکاء نے اس بات پر اتفاق کیا کہ خطے میں امن اور استحکام کے لیے مشترکہ کوششیں ناگزیر ہیں۔ حکام کا کہنا تھا کہ آئندہ چند ماہ میں ان منصوبوں پر عملدرآمد شروع کر دیا جائے گا۔ اسلام آباد میں منعقدہ اجلاس میں مختلف ممالک کے نمائندوں نے شرکت کی اور باہمی تعاون کے فروغ پر زور دیا۔ اجلاس میں تجارت، تعلیم، صحت اور بنیادی ڈھانچے کے شعبوں میں تعاون بڑھانے کے لیے متعدد تجاویز پیش کی گئیں۔ شرکاء نے اس بات پر اتفاق کیا کہ خطے میں امن اور استحکام کے لیے مشترکہ کوششیں ناگزیر ہیں۔ حکام کا کہنا تھا کہ آئندہ چند ماہ میں ان منصوبوں پر عملدرآمد شروع کر دیا جائے گا۔ اسلام آباد میں منعقدہ اجلاس میں مختلف ممالک کے نمائندوں نے شرکت کی اور باہمی تعاون کے فروغ پر زور دیا۔ اجلاس میں تجارت، تعلیم، صحت اور بنیادی ڈھانچے کے شعبوں میں تعاون بڑھانے کے لیے متعدد تجاویز پیش کی گئیں۔ شرکاء نے اس بات پر اتفاق کیا کہ خطے میں امن اور استحکام کے لیے مشترکہ کوششیں ناگزیر ہیں۔ حکام کا کہنا تھا کہ آئندہ چند ماہ میں ان منصوبوں پر عملدرآمد شروع کر دیا جائے گا۔ اسلام آباد میں منعقدہ اجلاس میں مختلف ممالک کے نمائندوں نے شرکت کی اور باہمی تعاون کے فروغ پر زور دیا۔ اجلاس میں تجارت، تعلیم، صحت اور بنیادی ڈھانچے کے شعبوں میں تعاون بڑھانے کے لیے متعدد تجاویز پیش کی گئیں۔ شرکاء نے اس بات پر اتفاق کیا کہ خطے میں امن اور استحکام کے لیے مشترکہ کوششیں ناگزیر ہیں۔ حکام کا کہنا تھا کہ آئندہ چند ماہ میں ان منصوبوں پر عملدرآمد شروع کر دیا جائے گا۔ اسلام آباد میں منعقدہ اجلاس میں مختلف ممالک کے نمائندوں نے شرکت کی اور باہمی تعاون کے فروغ پر زور دیا۔ اجلاس میں تجارت، تعلیم، صحت اور بنیادی ڈھانچے کے شعبوں میں تعاون بڑھانے کے لیے متعدد تجاویز پیش کی گئیں۔ شرکاء نے اس بات پر اتفاق کیا کہ خطے میں امن اور استحکام کے لیے مشترکہ کوششیں ناگزیر ہیں۔ حکام کا کہنا تھا کہ آئندہ چند ماہ میں ان منصوبوں پر عملدرآمد شروع کر دیا جائے گا۔ اسلام آباد میں منعقدہ اجلاس میں مختلف ممالک کے نمائندوں نے شرکت کی اور باہمی تعاون کے فروغ پر زور دیا۔ اجلاس میں تجارت، تعلیم، صحت اور بنیادی ڈھانچے کے شعبوں میں تعاون بڑھانے کے لیے متعدد تجاویز پیش کی گئیں۔ شرکاء نے اس بات پر اتفاق کیا کہ خطے میں امن اور استحکام کے لیے مشترکہ کوششیں ناگزیر ہیں۔ حکام کا کہنا تھا کہ آئندہ چند ماہ میں ان منصوبوں پر عملدرآمد شروع کر دیا جائے گا۔ اسلام آباد میں منعقدہ اجلاس میں مختلف ممالک کے نمائندوں نے شرکت کی اور باہمی تعاون کے فروغ پر زور دیا۔ اجلاس میں تجارت، تعلیم، صحت اور بنیادی ڈھانچے کے شعبوں میں تعاون بڑھانے کے لیے متعدد تجاویز پیش کی گئیں۔ شرکاء نے اس بات پر اتفاق کیا کہ خطے میں امن اور استحکام کے لیے مشترکہ کوششیں ناگزیر ہیں۔ حکام کا کہنا تھا کہ آئندہ چند ماہ میں ان منصوبوں پر عملدرآمد شروع کر دیا جائے گا۔ اسلام آباد میں منعقدہ اجلاس میں مختلف ممالک کے نمائندوں نے شرکت کی اور باہمی تعاون کے فروغ پر زور دیا۔ اجلاس میں تجارت، تعلیم، صحت اور بنیادی ڈھانچے کے شعبوں میں تعاون بڑھانے کے لیے متعدد تجاویز پیش کی گئیں۔ شرکاء نے اس بات پر اتفاق کیا کہ خطے میں امن اور استحکام کے لیے مشترکہ کوششیں ناگزیر ہیں۔ حکام کا کہنا تھا کہ آئندہ چند ماہ میں ان منصوبوں پر عملدرآمد شروع کر دیا جائے گا۔ اسلام آباد میں منعقدہ اجلاس میں مختلف ممالک کے نمائندوں نے شرکت کی اور باہمی تعاون کے فروغ پر زور دیا۔ اجلاس میں تجارت، تعلیم، صحت اور بنیادی ڈھانچے کے شعبوں میں تعاون بڑھانے کے لیے متعدد تجاویز پیش کی گئیں۔ شرکاء نے اس بات پر اتفاق کیا کہ خطے میں امن اور استحکام کے لیے مشترکہ کوششیں ناگزیر ہیں۔ حکام کا کہنا تھا کہ آئندہ چند ماہ میں ان منصوبوں پر عملدرآمد شروع کر دیا جائے گا۔ اسلام آباد میں منعقدہ اجلاس میں مختلف ممالک کے نمائندوں نے شرکت کی اور باہمی تعاون کے فروغ پر زور دیا۔ اجلاس میں تجارت، تعلیم، صحت اور بنیادی ڈھانچے کے شعبوں میں تعاون بڑھانے کے لیے متعدد تجاویز پیش کی گئیں۔ شرکاء نے اس بات پر اتفاق کیا کہ خطے میں امن اور استحکام کے لیے مشترکہ کوششیں ناگزیر ہیں۔ حکام کا کہنا تھا کہ آئندہ چند ماہ میں ان منصوبوں پر عملدرآمد شروع کر دیا جائے گا۔ اسلام آباد میں منعقدہ اجلاس میں مختلف ممالک کے نمائندوں نے شرکت کی اور باہمی تعاون کے فروغ پر زور دیا۔ اجلاس میں تجارت، تعلیم، صحت اور بنیادی ڈھانچے کے شعبوں میں تعاون بڑھانے کے لیے متعدد تجاویز پیش کی گئیں۔ شرکاء نے اس بات پر اتفاق کیا کہ خطے میں امن اور استحکام کے لیے مشترکہ کوششیں ناگزیر ہیں۔ حکام کا کہنا تھا کہ آئندہ چند ماہ میں ان منصوبوں پر عملدرآمد شروع (137, 617, 387, 748)
